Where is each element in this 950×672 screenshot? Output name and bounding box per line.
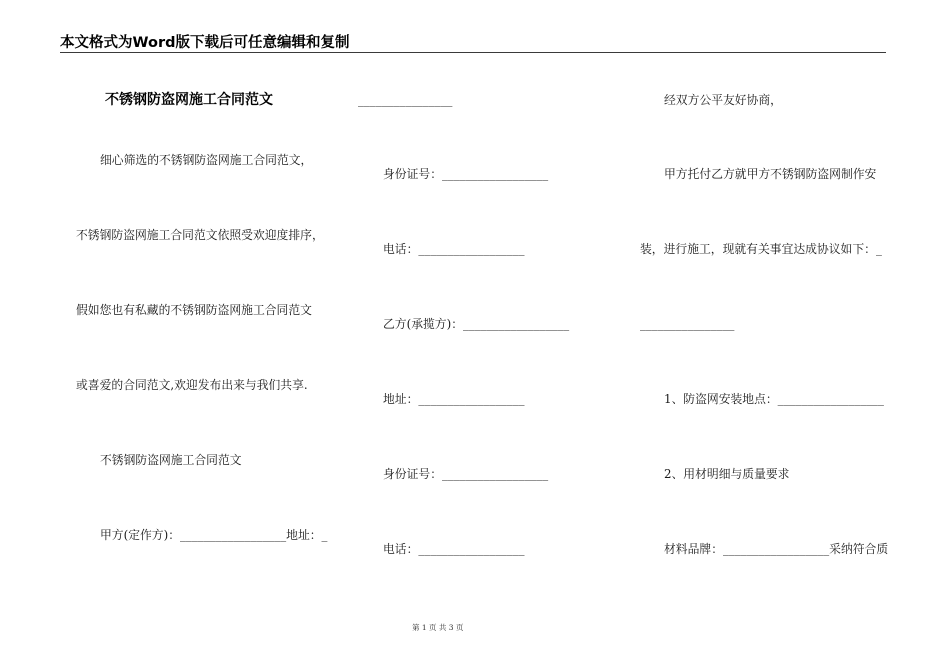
party-a-name-address-field: 甲方(定作方)：__________________地址：_ — [100, 528, 328, 542]
clause-1-install-location: 1、防盗网安装地点：__________________ — [664, 392, 884, 406]
party-b-id-field: 身份证号：__________________ — [383, 467, 549, 481]
agreement-line-1: 甲方托付乙方就甲方不锈钢防盗网制作安 — [664, 167, 877, 181]
page-number-indicator: 第 1 页 共 3 页 — [412, 623, 464, 632]
section-heading: 不锈钢防盗网施工合同范文 — [100, 453, 242, 467]
material-brand-field: 材料品牌：__________________采纳符合质 — [664, 542, 889, 556]
intro-line-1: 细心筛选的不锈钢防盗网施工合同范文， — [100, 153, 313, 167]
intro-line-3: 假如您也有私藏的不锈钢防盗网施工合同范文 — [76, 303, 312, 317]
contract-title: 不锈钢防盗网施工合同范文 — [105, 92, 273, 108]
format-notice-header: 本文格式为Word版下载后可任意编辑和复制 — [60, 35, 350, 51]
negotiation-line: 经双方公平友好协商， — [664, 93, 782, 107]
party-b-phone-field: 电话：__________________ — [383, 542, 525, 556]
intro-line-4: 或喜爱的合同范文,欢迎发布出来与我们共享. — [76, 378, 308, 392]
agreement-line-2: 装，进行施工，现就有关事宜达成协议如下：_ — [640, 242, 882, 256]
party-b-address-field: 地址：__________________ — [383, 392, 525, 406]
party-a-phone-field: 电话：__________________ — [383, 242, 525, 256]
party-b-name-field: 乙方(承揽方)：__________________ — [383, 317, 570, 331]
clause-2-materials-quality: 2、用材明细与质量要求 — [664, 467, 790, 481]
header-divider — [60, 52, 886, 53]
blank-line: ________________ — [358, 93, 453, 107]
blank-line: ________________ — [640, 317, 735, 331]
party-a-id-field: 身份证号：__________________ — [383, 167, 549, 181]
intro-line-2: 不锈钢防盗网施工合同范文依照受欢迎度排序， — [76, 228, 324, 242]
